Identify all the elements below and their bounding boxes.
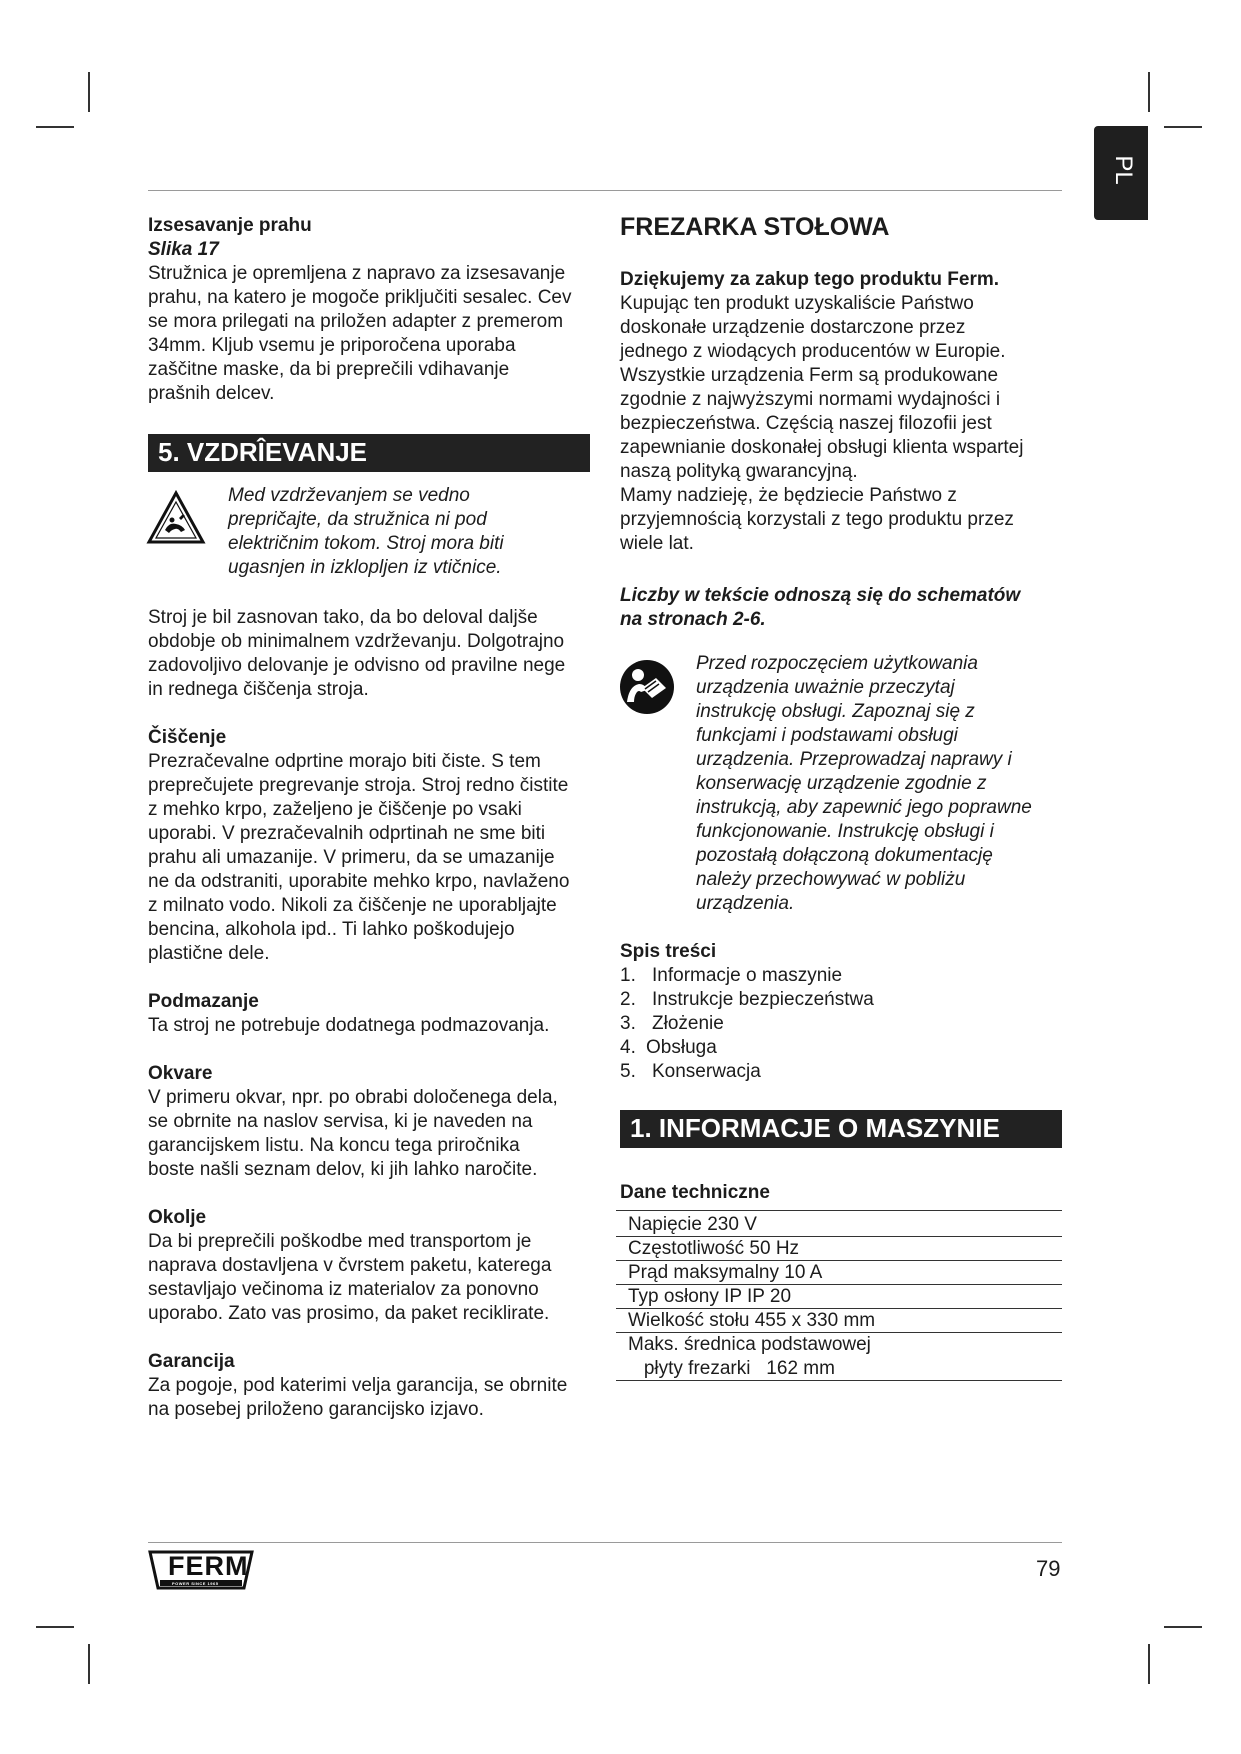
manual-note-line: urządzenia uważnie przeczytaj [696, 677, 955, 698]
intro-line: Mamy nadzieję, że będziecie Państwo z [620, 485, 957, 506]
environment-line: naprava dostavljena v čvrstem paketu, katerega [148, 1255, 552, 1276]
intro-line: Stroj je bil zasnovan tako, da bo deloval daljše [148, 607, 538, 628]
intro-line: naszą polityką gwarancyjną. [620, 461, 858, 482]
warning-line: prepričajte, da stružnica ni pod [228, 509, 487, 530]
environment-section [148, 1206, 598, 1326]
faults-line: se obrnite na naslov servisa, ki je naveden na [148, 1111, 533, 1132]
tech-data-table [616, 1210, 1062, 1401]
header-rule [148, 190, 1062, 191]
manual-note-line: funkcjonowanie. Instrukcję obsługi i [696, 821, 994, 842]
table-of-contents [620, 940, 1070, 1084]
intro-line: doskonałe urządzenie dostarczone przez [620, 317, 966, 338]
cleaning-line: Prezračevalne odprtine morajo biti čiste. S tem [148, 751, 541, 772]
spec-row: Wielkość stołu 455 x 330 mm [616, 1310, 1062, 1333]
faults-line: V primeru okvar, npr. po obrabi določenega dela, [148, 1087, 558, 1108]
toc-item: 5. Konserwacja [620, 1061, 761, 1082]
warning-line: Med vzdrževanjem se vedno [228, 485, 470, 506]
intro-line: Wszystkie urządzenia Ferm są produkowane [620, 365, 999, 386]
cleaning-line: z mehko krpo, zaželjeno je čiščenje po vsaki [148, 799, 522, 820]
numbers-note-line: Liczby w tekście odnoszą się do schematów [620, 585, 1021, 606]
warning-line: ugasnjen in izklopljen iz vtičnice. [228, 557, 502, 578]
dust-line: se mora prilegati na priložen adapter z premerom [148, 311, 564, 332]
warranty-line: na posebej priloženo garancijsko izjavo. [148, 1399, 484, 1420]
faults-line: garancijskem listu. Na koncu tega priročnika [148, 1135, 520, 1156]
warranty-line: Za pogoje, pod katerimi velja garancija, se obrnite [148, 1375, 568, 1396]
numbers-note-line: na stronach 2-6. [620, 609, 766, 630]
spec-row: Prąd maksymalny 10 A [616, 1262, 1062, 1285]
manual-note-line: konserwację urządzenie zgodnie z [696, 773, 987, 794]
crop-mark [1164, 1626, 1202, 1628]
cleaning-line: z milnato vodo. Nikoli za čiščenje ne uporabljajte [148, 895, 557, 916]
cleaning-section [148, 726, 598, 966]
ferm-logo-tagline: POWER SINCE 1965 [172, 1581, 219, 1586]
environment-heading: Okolje [148, 1207, 207, 1228]
intro-line: bezpieczeństwa. Częścią naszej filozofii jest [620, 413, 992, 434]
manual-note-line: funkcjami i podstawami obsługi [696, 725, 958, 746]
manual-note-line: pozostałą dołączoną dokumentację [696, 845, 993, 866]
environment-line: sestavljajo večinoma iz materialov za ponovno [148, 1279, 539, 1300]
manual-note-line: urządzenia. [696, 893, 795, 914]
crop-mark [1148, 72, 1150, 112]
intro-line: zapewnianie doskonałej obsługi klienta wspartej [620, 437, 1024, 458]
cleaning-line: uporabi. V prezračevalnih odprtinah ne sme biti [148, 823, 546, 844]
dust-heading: Izsesavanje prahu [148, 215, 312, 236]
intro-line: in rednega čiščenja stroja. [148, 679, 369, 700]
crop-mark [88, 1644, 90, 1684]
manual-note-line: instrukcją, aby zapewnić jego poprawne [696, 797, 1032, 818]
intro-line: zadovoljivo delovanje je odvisno od pravilne nege [148, 655, 566, 676]
intro-line: zgodnie z najwyższymi normami wydajności i [620, 389, 1001, 410]
cleaning-line: plastične dele. [148, 943, 270, 964]
cleaning-heading: Čiščenje [148, 727, 227, 748]
warning-line: električnim tokom. Stroj mora biti [228, 533, 504, 554]
crop-mark [36, 1626, 74, 1628]
environment-line: Da bi preprečili poškodbe med transportom je [148, 1231, 532, 1252]
thanks-line: Dziękujemy za zakup tego produktu Ferm. [620, 269, 1000, 290]
intro-line: obdobje ob minimalnem vzdrževanju. Dolgotrajno [148, 631, 565, 652]
language-tab-label: PL [1110, 155, 1137, 185]
spec-row: Napięcie 230 V [616, 1214, 1062, 1237]
toc-item: 4. Obsługa [620, 1037, 717, 1058]
cleaning-line: bencina, alkohola ipd.. Ti lahko poškodujejo [148, 919, 515, 940]
spec-row: Częstotliwość 50 Hz [616, 1238, 1062, 1261]
toc-heading: Spis treści [620, 941, 717, 962]
toc-item: 1. Informacje o maszynie [620, 965, 843, 986]
manual-note-line: instrukcję obsługi. Zapoznaj się z [696, 701, 975, 722]
faults-line: boste našli seznam delov, ki jih lahko naročite. [148, 1159, 538, 1180]
footer-rule [148, 1542, 1062, 1543]
spec-row: płyty frezarki 162 mm [616, 1358, 1062, 1381]
lubrication-section [148, 990, 598, 1038]
page-number: 79 [1036, 1556, 1061, 1581]
crop-mark [36, 126, 74, 128]
read-manual-icon [618, 658, 676, 716]
language-tab [1094, 126, 1148, 220]
maintenance-banner: 5. VZDRÎEVANJE [148, 434, 590, 472]
faults-section [148, 1062, 598, 1182]
intro-line: wiele lat. [620, 533, 694, 554]
toc-item: 2. Instrukcje bezpieczeństwa [620, 989, 874, 1010]
manual-note-line: Przed rozpoczęciem użytkowania [696, 653, 978, 674]
left-column [148, 214, 598, 406]
warning-triangle-icon [146, 490, 206, 546]
cleaning-line: ne da odstraniti, uporabite mehko krpo, navlaženo [148, 871, 570, 892]
intro-line: jednego z wiodących producentów w Europie. [620, 341, 1006, 362]
numbers-note [620, 584, 1070, 632]
maintenance-intro [148, 606, 598, 702]
ferm-logo [146, 1548, 256, 1592]
product-title: FREZARKA STOŁOWA [620, 213, 890, 241]
environment-line: uporabo. Zato vas prosimo, da paket reciklirate. [148, 1303, 550, 1324]
machine-info-banner: 1. INFORMACJE O MASZYNIE [620, 1110, 1062, 1148]
dust-line: 34mm. Kljub vsemu je priporočena uporaba [148, 335, 516, 356]
dust-line: Stružnica je opremljena z napravo za izsesavanje [148, 263, 566, 284]
spec-row: Typ osłony IP IP 20 [616, 1286, 1062, 1309]
crop-mark [1164, 126, 1202, 128]
ferm-logo-text: FERM [168, 1551, 249, 1581]
product-intro [620, 268, 1070, 556]
dust-figure-ref: Slika 17 [148, 239, 219, 260]
manual-note-line: należy przechowywać w pobliżu [696, 869, 966, 890]
maintenance-warning [228, 484, 598, 580]
spec-row: Maks. średnica podstawowej [628, 1334, 871, 1355]
crop-mark [1148, 1644, 1150, 1684]
lubrication-line: Ta stroj ne potrebuje dodatnega podmazovanja. [148, 1015, 550, 1036]
tech-data-heading: Dane techniczne [620, 1182, 770, 1203]
intro-line: Kupując ten produkt uzyskaliście Państwo [620, 293, 974, 314]
dust-line: prahu, na katero je mogoče priključiti sesalec. Cev [148, 287, 572, 308]
manual-note-line: urządzenia. Przeprowadzaj naprawy i [696, 749, 1012, 770]
warranty-section [148, 1350, 598, 1422]
intro-line: przyjemnością korzystali z tego produktu przez [620, 509, 1014, 530]
dust-line: zaščitne maske, da bi preprečili vdihavanje [148, 359, 510, 380]
lubrication-heading: Podmazanje [148, 991, 259, 1012]
faults-heading: Okvare [148, 1063, 213, 1084]
cleaning-line: prahu ali umazanije. V primeru, da se umazanije [148, 847, 555, 868]
cleaning-line: preprečujete pregrevanje stroja. Stroj redno čistite [148, 775, 569, 796]
crop-mark [88, 72, 90, 112]
manual-note [696, 652, 1076, 916]
warranty-heading: Garancija [148, 1351, 235, 1372]
dust-line: prašnih delcev. [148, 383, 275, 404]
toc-item: 3. Złożenie [620, 1013, 724, 1034]
